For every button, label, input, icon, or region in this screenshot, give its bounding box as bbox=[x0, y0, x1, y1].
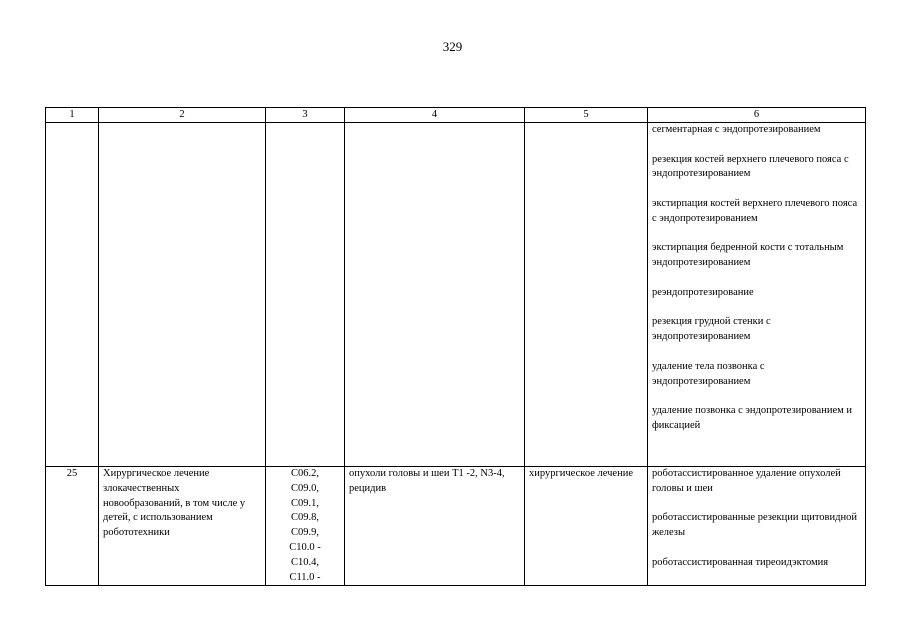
icd-code: C11.0 - bbox=[289, 571, 321, 583]
method-item: резекция грудной стенки с эндопротезированием bbox=[652, 316, 771, 343]
column-header-4: 4 bbox=[345, 108, 525, 123]
column-header-2: 2 bbox=[99, 108, 266, 123]
icd-code: C09.9, bbox=[290, 527, 319, 539]
method-item: роботассистированное удаление опухолей головы и шеи bbox=[652, 468, 841, 494]
icd-code: C10.4, bbox=[290, 556, 319, 568]
icd-code: C09.0, bbox=[290, 482, 319, 494]
table-header-row bbox=[46, 108, 866, 123]
column-header-5: 5 bbox=[525, 108, 648, 123]
table-row-continuation bbox=[46, 123, 866, 467]
cell-treatment bbox=[525, 123, 648, 467]
cell-care-name: Хирургическое лечение злокачественных новообразований, в том числе у детей, с использованием робототехники bbox=[99, 467, 266, 586]
icd-code: C06.2, bbox=[290, 468, 319, 479]
cell-number: 25 bbox=[46, 467, 99, 586]
column-header-3: 3 bbox=[266, 108, 345, 123]
icd-code: C10.0 - bbox=[289, 541, 321, 553]
icd-code: C09.1, bbox=[290, 497, 319, 509]
cell-treatment: хирургическое лечение bbox=[525, 467, 648, 586]
cell-number bbox=[46, 123, 99, 467]
method-item: экстирпация бедренной кости с тотальным эндопротезированием bbox=[652, 242, 844, 269]
method-item: роботассистированная тиреоидэктомия bbox=[652, 556, 829, 568]
method-item: экстирпация костей верхнего плечевого пояса с эндопротезированием bbox=[652, 197, 858, 224]
cell-codes bbox=[266, 123, 345, 467]
table-row-25 bbox=[46, 467, 866, 586]
method-item: удаление тела позвонка с эндопротезированием bbox=[652, 360, 765, 387]
cell-model bbox=[345, 123, 525, 467]
cell-care-name bbox=[99, 123, 266, 467]
cell-methods bbox=[648, 467, 866, 586]
icd-code: C09.8, bbox=[290, 512, 319, 524]
medical-care-table bbox=[45, 107, 866, 586]
method-item: сегментарная с эндопротезированием bbox=[652, 124, 821, 135]
cell-model: опухоли головы и шеи T1 -2, N3-4, рецидив bbox=[345, 467, 525, 586]
method-item: удаление позвонка с эндопротезированием и фиксацией bbox=[652, 405, 853, 431]
method-item: резекция костей верхнего плечевого пояса с эндопротезированием bbox=[652, 153, 849, 180]
column-header-1: 1 bbox=[46, 108, 99, 123]
method-item: роботассистированные резекции щитовидной железы bbox=[652, 512, 857, 539]
page-number: 329 bbox=[442, 39, 463, 54]
column-header-6: 6 bbox=[648, 108, 866, 123]
method-item: реэндопротезирование bbox=[652, 286, 754, 298]
cell-methods bbox=[648, 123, 866, 467]
cell-codes bbox=[266, 467, 345, 586]
